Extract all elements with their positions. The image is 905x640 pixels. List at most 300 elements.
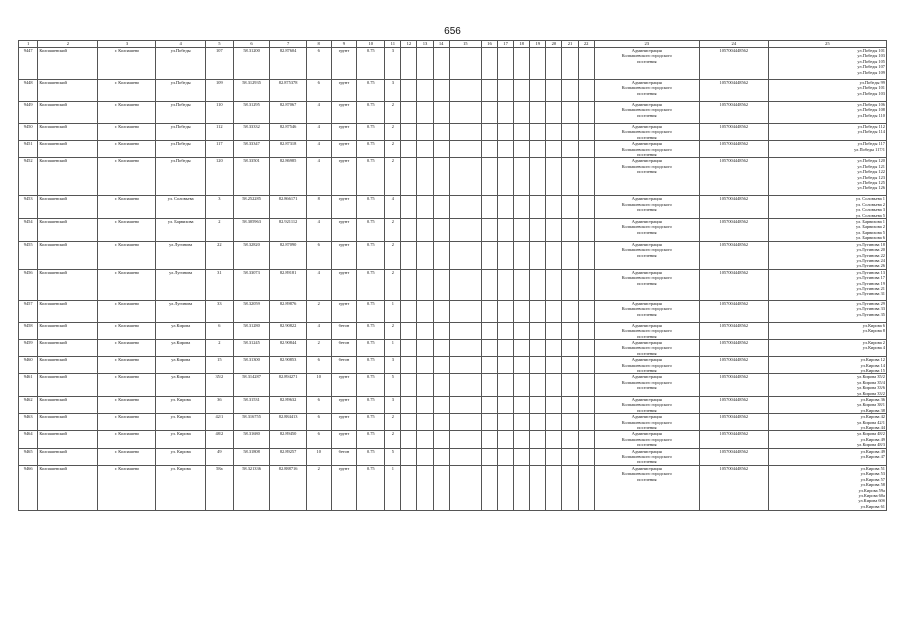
street-cell: ул.Кирова — [156, 322, 205, 339]
volume-cell: 0.75 — [357, 141, 385, 158]
source-address: ул.Лугинова 22 — [856, 252, 885, 258]
table-row — [19, 397, 887, 414]
longitude-cell: 82.90844 — [270, 339, 307, 356]
empty-cell — [417, 300, 433, 322]
settlement-cell: г. Колпашево — [98, 397, 156, 414]
empty-cell — [562, 219, 578, 242]
empty-cell — [498, 465, 514, 510]
latitude-cell: 58.31300 — [233, 357, 270, 374]
empty-cell — [449, 339, 481, 356]
source-address: ул.Кирова 35/2 — [857, 374, 885, 380]
column-number: 25 — [768, 41, 886, 48]
table-row — [19, 102, 887, 124]
source-address: ул.Кирова 38 — [860, 407, 885, 413]
empty-cell — [449, 48, 481, 80]
container-count-cell: 1 — [385, 300, 401, 322]
owner-line: Колпашевского городского — [621, 224, 672, 230]
sources-cell — [768, 269, 886, 300]
empty-cell — [514, 322, 530, 339]
settlement-cell: г. Колпашево — [98, 48, 156, 80]
house-cell: 49 — [205, 448, 233, 465]
empty-cell — [514, 431, 530, 448]
area-cell: 6 — [306, 80, 331, 102]
volume-cell: 0.75 — [357, 448, 385, 465]
empty-cell — [546, 269, 562, 300]
house-cell: 48/2 — [205, 431, 233, 448]
volume-cell: 0.75 — [357, 339, 385, 356]
empty-cell — [514, 158, 530, 196]
latitude-cell: 58.316755 — [233, 414, 270, 431]
column-number: 24 — [699, 41, 768, 48]
owner-line: поселения — [637, 350, 657, 356]
source-address: ул.Победы 109 — [857, 69, 885, 75]
owner-line: поселения — [637, 207, 657, 213]
source-address: ул.Лугинова 13 — [856, 269, 885, 275]
owner-line: Колпашевского городского — [621, 362, 672, 368]
empty-cell — [433, 357, 449, 374]
street-cell: ул.Лугинова — [156, 269, 205, 300]
empty-cell — [562, 158, 578, 196]
record-id: 9460 — [19, 357, 38, 374]
empty-cell — [546, 158, 562, 196]
source-address: ул.Победы 122 — [857, 169, 885, 175]
empty-cell — [530, 374, 546, 397]
source-address: ул.Лугинова 17 — [856, 275, 885, 281]
table-row — [19, 158, 887, 196]
longitude-cell: 82.87604 — [270, 48, 307, 80]
owner-line: Колпашевского городского — [621, 471, 672, 477]
empty-cell — [562, 357, 578, 374]
latitude-cell: 58.31200 — [233, 48, 270, 80]
empty-cell — [530, 357, 546, 374]
area-cell: 4 — [306, 102, 331, 124]
table-row — [19, 80, 887, 102]
column-number: 11 — [385, 41, 401, 48]
latitude-cell: 58.321336 — [233, 465, 270, 510]
container-count-cell: 3 — [385, 397, 401, 414]
ogrn-cell: 1057004448562 — [699, 48, 768, 80]
empty-cell — [514, 448, 530, 465]
source-address: ул.Победы 114 — [857, 129, 885, 135]
district-cell: Колпашевский — [38, 241, 98, 269]
source-address: ул.Кирова 42 — [860, 414, 885, 420]
owner-line: Администрация — [631, 300, 662, 306]
volume-cell: 0.75 — [357, 219, 385, 242]
empty-cell — [433, 414, 449, 431]
empty-cell — [530, 141, 546, 158]
column-number: 14 — [433, 41, 449, 48]
longitude-cell: 82.888716 — [270, 465, 307, 510]
empty-cell — [449, 241, 481, 269]
container-count-cell: 4 — [385, 196, 401, 219]
empty-cell — [449, 124, 481, 141]
owner-cell — [594, 141, 699, 158]
source-address: ул.Кирова 60а — [858, 492, 885, 498]
empty-cell — [449, 448, 481, 465]
settlement-cell: г. Колпашево — [98, 124, 156, 141]
sources-cell — [768, 322, 886, 339]
sources-cell — [768, 300, 886, 322]
district-cell: Колпашевский — [38, 414, 98, 431]
empty-cell — [481, 465, 497, 510]
settlement-cell: г. Колпашево — [98, 219, 156, 242]
street-cell: ул. Кирова — [156, 397, 205, 414]
empty-cell — [578, 357, 594, 374]
longitude-cell: 82.866171 — [270, 196, 307, 219]
column-number: 9 — [331, 41, 357, 48]
empty-cell — [417, 141, 433, 158]
empty-cell — [578, 322, 594, 339]
empty-cell — [514, 300, 530, 322]
empty-cell — [481, 448, 497, 465]
owner-cell — [594, 124, 699, 141]
empty-cell — [417, 448, 433, 465]
container-count-cell: 2 — [385, 431, 401, 448]
source-address: ул.Кирова 57 — [860, 476, 885, 482]
empty-cell — [481, 124, 497, 141]
source-address: ул.Кирова 2 — [862, 339, 885, 345]
empty-cell — [401, 465, 417, 510]
empty-cell — [498, 269, 514, 300]
sources-cell — [768, 141, 886, 158]
empty-cell — [449, 431, 481, 448]
empty-cell — [530, 465, 546, 510]
empty-cell — [401, 141, 417, 158]
owner-line: Администрация — [631, 448, 662, 454]
owner-line: поселения — [637, 134, 657, 140]
district-cell: Колпашевский — [38, 141, 98, 158]
empty-cell — [562, 80, 578, 102]
latitude-cell: 58.33073 — [233, 269, 270, 300]
house-cell: 35/2 — [205, 374, 233, 397]
table-row — [19, 196, 887, 219]
area-cell: 4 — [306, 219, 331, 242]
empty-cell — [546, 241, 562, 269]
source-address: ул.Кирова 49 — [860, 448, 885, 454]
owner-cell — [594, 339, 699, 356]
area-cell: 6 — [306, 357, 331, 374]
table-row — [19, 431, 887, 448]
street-cell: ул.Лугинова — [156, 241, 205, 269]
owner-cell — [594, 241, 699, 269]
empty-cell — [433, 124, 449, 141]
empty-cell — [498, 141, 514, 158]
column-number: 21 — [562, 41, 578, 48]
surface-cell: грунт — [331, 269, 357, 300]
owner-line: поселения — [637, 252, 657, 258]
settlement-cell: г. Колпашево — [98, 448, 156, 465]
street-cell: ул. Кирова — [156, 448, 205, 465]
empty-cell — [498, 414, 514, 431]
empty-cell — [578, 269, 594, 300]
empty-cell — [498, 48, 514, 80]
empty-cell — [433, 48, 449, 80]
source-address: ул.Кирова 49 — [860, 436, 885, 442]
column-number: 3 — [98, 41, 156, 48]
owner-cell — [594, 414, 699, 431]
ogrn-cell: 1057004448562 — [699, 124, 768, 141]
source-address: ул.Победы 117/1 — [854, 146, 885, 152]
empty-cell — [514, 219, 530, 242]
owner-line: поселения — [637, 407, 657, 413]
page-number: 656 — [444, 26, 461, 37]
owner-cell — [594, 158, 699, 196]
column-number: 23 — [594, 41, 699, 48]
volume-cell: 0.75 — [357, 124, 385, 141]
record-id: 9451 — [19, 141, 38, 158]
source-address: ул.Победы 107 — [857, 64, 885, 70]
record-id: 9447 — [19, 48, 38, 80]
area-cell: 6 — [306, 431, 331, 448]
table-row — [19, 322, 887, 339]
volume-cell: 0.75 — [357, 80, 385, 102]
latitude-cell: 58.31280 — [233, 322, 270, 339]
empty-cell — [401, 269, 417, 300]
empty-cell — [417, 219, 433, 242]
volume-cell: 0.75 — [357, 414, 385, 431]
volume-cell: 0.75 — [357, 269, 385, 300]
empty-cell — [562, 269, 578, 300]
empty-cell — [546, 397, 562, 414]
record-id: 9465 — [19, 448, 38, 465]
ogrn-cell: 1057004448562 — [699, 269, 768, 300]
empty-cell — [449, 300, 481, 322]
settlement-cell: г. Колпашево — [98, 269, 156, 300]
empty-cell — [530, 339, 546, 356]
street-cell: ул.Победы — [156, 124, 205, 141]
empty-cell — [514, 397, 530, 414]
source-address: ул.Победы 112 — [857, 124, 885, 129]
owner-line: Колпашевского городского — [621, 328, 672, 334]
empty-cell — [578, 431, 594, 448]
empty-cell — [546, 196, 562, 219]
house-cell: 120 — [205, 158, 233, 196]
empty-cell — [514, 102, 530, 124]
empty-cell — [481, 414, 497, 431]
container-count-cell: 5 — [385, 374, 401, 397]
house-cell: 33 — [205, 300, 233, 322]
empty-cell — [530, 431, 546, 448]
empty-cell — [578, 124, 594, 141]
empty-cell — [433, 141, 449, 158]
owner-line: Администрация — [631, 397, 662, 402]
settlement-cell: г. Колпашево — [98, 339, 156, 356]
volume-cell: 0.75 — [357, 431, 385, 448]
source-address: ул. Барвихова 5 — [856, 229, 885, 235]
owner-line: Колпашевского городского — [621, 306, 672, 312]
latitude-cell: 58.31245 — [233, 339, 270, 356]
owner-line: Администрация — [631, 374, 662, 380]
empty-cell — [481, 48, 497, 80]
empty-cell — [449, 465, 481, 510]
sources-cell — [768, 357, 886, 374]
owner-line: Администрация — [631, 124, 662, 129]
settlement-cell: г. Колпашево — [98, 374, 156, 397]
settlement-cell: г. Колпашево — [98, 357, 156, 374]
empty-cell — [562, 431, 578, 448]
empty-cell — [481, 269, 497, 300]
street-cell: ул.Победы — [156, 80, 205, 102]
empty-cell — [530, 300, 546, 322]
latitude-cell: 58.312935 — [233, 80, 270, 102]
empty-cell — [546, 48, 562, 80]
empty-cell — [481, 339, 497, 356]
owner-line: Администрация — [631, 241, 662, 247]
volume-cell: 0.75 — [357, 102, 385, 124]
volume-cell: 0.75 — [357, 158, 385, 196]
source-address: ул.Лугинова 20 — [856, 247, 885, 253]
empty-cell — [498, 374, 514, 397]
register-table — [18, 40, 887, 511]
sources-cell — [768, 397, 886, 414]
street-cell: ул.Победы — [156, 141, 205, 158]
surface-cell: грунт — [331, 219, 357, 242]
owner-line: Колпашевского городского — [621, 275, 672, 281]
column-number: 12 — [401, 41, 417, 48]
source-address: ул. Барвихова 6 — [856, 235, 885, 241]
empty-cell — [449, 158, 481, 196]
table-row — [19, 241, 887, 269]
ogrn-cell: 1057004448562 — [699, 196, 768, 219]
empty-cell — [449, 374, 481, 397]
ogrn-cell: 1057004448562 — [699, 465, 768, 510]
source-address: ул.Кирова 53 — [860, 471, 885, 477]
empty-cell — [481, 241, 497, 269]
empty-cell — [449, 219, 481, 242]
house-cell: 36 — [205, 397, 233, 414]
owner-line: поселения — [637, 152, 657, 158]
longitude-cell: 82.89876 — [270, 300, 307, 322]
empty-cell — [562, 339, 578, 356]
empty-cell — [481, 158, 497, 196]
source-address: ул.Кирова 61 — [860, 503, 885, 509]
empty-cell — [417, 241, 433, 269]
source-address: ул.Кирова 14 — [860, 362, 885, 368]
source-address: ул.Лугинова 35 — [856, 311, 885, 317]
ogrn-cell: 1057004448562 — [699, 219, 768, 242]
table-row — [19, 141, 887, 158]
source-address: ул.Победы 99 — [859, 80, 885, 85]
surface-cell: грунт — [331, 414, 357, 431]
empty-cell — [530, 196, 546, 219]
owner-cell — [594, 465, 699, 510]
source-address: ул.Кирова 51 — [860, 465, 885, 471]
empty-cell — [578, 374, 594, 397]
owner-line: Колпашевского городского — [621, 201, 672, 207]
house-cell: 58а — [205, 465, 233, 510]
container-count-cell: 3 — [385, 80, 401, 102]
house-cell: 107 — [205, 48, 233, 80]
empty-cell — [562, 322, 578, 339]
empty-cell — [481, 141, 497, 158]
source-address: ул.Победы 117 — [857, 141, 885, 147]
area-cell: 10 — [306, 448, 331, 465]
source-address: ул.Кирова 15 — [860, 367, 885, 373]
empty-cell — [514, 48, 530, 80]
column-number: 6 — [233, 41, 270, 48]
empty-cell — [449, 322, 481, 339]
latitude-cell: 58.252285 — [233, 196, 270, 219]
longitude-cell: 82.87318 — [270, 141, 307, 158]
empty-cell — [578, 158, 594, 196]
area-cell: 8 — [306, 196, 331, 219]
empty-cell — [530, 397, 546, 414]
owner-cell — [594, 397, 699, 414]
table-row — [19, 339, 887, 356]
area-cell: 6 — [306, 414, 331, 431]
source-address: ул.Победы 110 — [857, 112, 885, 118]
column-number: 15 — [449, 41, 481, 48]
empty-cell — [562, 414, 578, 431]
surface-cell: бетон — [331, 339, 357, 356]
owner-cell — [594, 374, 699, 397]
house-cell: 109 — [205, 80, 233, 102]
source-address: ул.Кирова 8 — [862, 328, 885, 334]
record-id: 9453 — [19, 196, 38, 219]
column-number: 2 — [38, 41, 98, 48]
owner-line: Администрация — [631, 269, 662, 275]
record-id: 9458 — [19, 322, 38, 339]
district-cell: Колпашевский — [38, 48, 98, 80]
empty-cell — [546, 219, 562, 242]
volume-cell: 0.75 — [357, 300, 385, 322]
district-cell: Колпашевский — [38, 431, 98, 448]
district-cell: Колпашевский — [38, 196, 98, 219]
empty-cell — [433, 465, 449, 510]
empty-cell — [481, 374, 497, 397]
surface-cell: бетон — [331, 357, 357, 374]
owner-line: поселения — [637, 385, 657, 391]
empty-cell — [562, 465, 578, 510]
record-id: 9450 — [19, 124, 38, 141]
container-count-cell: 5 — [385, 448, 401, 465]
record-id: 9466 — [19, 465, 38, 510]
owner-line: Администрация — [631, 322, 662, 328]
longitude-cell: 82.90853 — [270, 357, 307, 374]
latitude-cell: 58.33501 — [233, 158, 270, 196]
longitude-cell: 82.87067 — [270, 102, 307, 124]
column-number: 5 — [205, 41, 233, 48]
owner-line: Администрация — [631, 80, 662, 85]
ogrn-cell: 1057004448562 — [699, 241, 768, 269]
sources-cell — [768, 339, 886, 356]
empty-cell — [562, 374, 578, 397]
empty-cell — [401, 448, 417, 465]
owner-cell — [594, 300, 699, 322]
empty-cell — [514, 241, 530, 269]
source-address: ул.Победы 123 — [857, 174, 885, 180]
empty-cell — [401, 357, 417, 374]
container-count-cell: 2 — [385, 269, 401, 300]
empty-cell — [449, 196, 481, 219]
container-count-cell: 1 — [385, 339, 401, 356]
empty-cell — [530, 219, 546, 242]
latitude-cell: 58.33347 — [233, 141, 270, 158]
street-cell: ул. Кирова — [156, 431, 205, 448]
empty-cell — [498, 448, 514, 465]
container-count-cell: 2 — [385, 414, 401, 431]
empty-cell — [578, 397, 594, 414]
volume-cell: 0.75 — [357, 465, 385, 510]
empty-cell — [530, 48, 546, 80]
source-address: ул.Победы 125 — [857, 180, 885, 186]
source-address: ул.Кирова 38/1 — [857, 402, 885, 408]
volume-cell: 0.75 — [357, 374, 385, 397]
district-cell: Колпашевский — [38, 124, 98, 141]
sources-cell — [768, 158, 886, 196]
source-address: ул.Кирова 47 — [860, 454, 885, 460]
surface-cell: грунт — [331, 300, 357, 322]
